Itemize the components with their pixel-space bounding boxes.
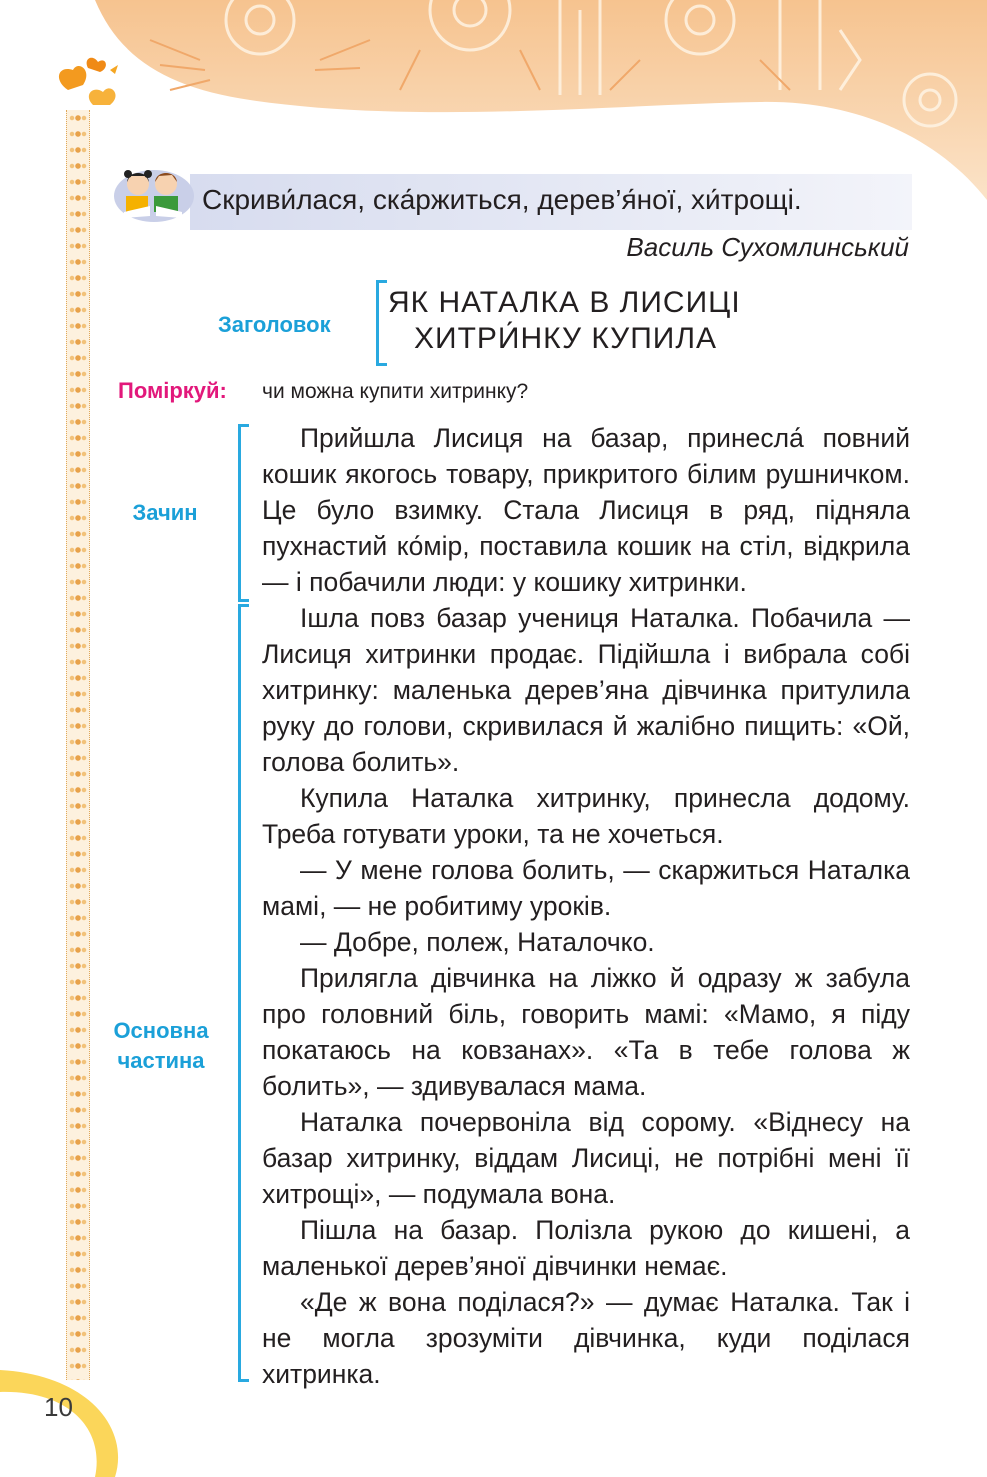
stressed-words-text: Скриви́лася, ска́ржиться, дерев’я́ної, хи́трощі.: [202, 184, 802, 215]
story-title-line-1: ЯК НАТАЛКА В ЛИСИЦІ: [388, 286, 741, 319]
story-title-line-2: ХИТРИ́НКУ КУПИЛА: [414, 322, 718, 355]
author-name: Василь Сухомлинський: [626, 232, 909, 262]
beginning-bracket: [238, 424, 249, 602]
page-number: 10: [44, 1392, 73, 1422]
page-number-arc: [0, 1370, 140, 1477]
story-text: [262, 420, 910, 1392]
story-paragraph: — Добре, полеж, Наталочко.: [300, 927, 655, 957]
story-paragraph: Наталка почервоніла від сорому. «Віднесу на базар хитринку, віддам Лисиці, не потрібні мені її хитрощі», — подумала вона.: [262, 1107, 910, 1209]
think-label: Поміркуй:: [118, 378, 227, 403]
story-paragraph: Прийшла Лисиця на базар, принесла́ повний кошик якогось товару, прикритого білим рушничком. Це було взимку. Стала Лисиця в ряд, підняла пухнастий ко́мір, поставила кошик на стіл, відкрила — і побачили люди: у кошику хитринки.: [262, 423, 910, 597]
title-bracket: [376, 280, 387, 366]
story-paragraph: — У мене голова болить, — скаржиться Наталка мамі, — не робитиму уроків.: [262, 855, 910, 921]
story-paragraph: Пішла на базар. Полізла рукою до кишені, а маленької дерев’яної дівчинки немає.: [262, 1215, 910, 1281]
children-reading-icon: [114, 160, 194, 222]
story-paragraph: Прилягла дівчинка на ліжко й одразу ж забула про головний біль, говорить мамі: «Мамо, я піду покатаюсь на ковзанах». «Та в тебе голова ж болить», — здивувалася мама.: [262, 963, 910, 1101]
think-question: чи можна купити хитринку?: [262, 380, 529, 403]
story-paragraph: Купила Наталка хитринку, принесла додому. Треба готувати уроки, та не хочеться.: [262, 783, 910, 849]
section-label-beginning: Зачин: [132, 500, 198, 525]
section-label-main-2: частина: [117, 1048, 205, 1073]
section-label-main-1: Основна: [113, 1018, 209, 1043]
side-ornament-strip: [66, 110, 90, 1380]
story-paragraph: «Де ж вона поділася?» — думає Наталка. Так і не могла зрозуміти дівчинка, куди поділася хитринка.: [262, 1287, 910, 1389]
title-label: Заголовок: [218, 312, 331, 337]
story-paragraph: Ішла повз базар учениця Наталка. Побачила — Лисиця хитринки продає. Підійшла і вибрала собі хитринку: маленька дерев’яна дівчинка притулила руку до голови, скривилася й жалібно пищить: «Ой, голова болить».: [262, 603, 910, 777]
main-part-bracket: [238, 604, 249, 1382]
